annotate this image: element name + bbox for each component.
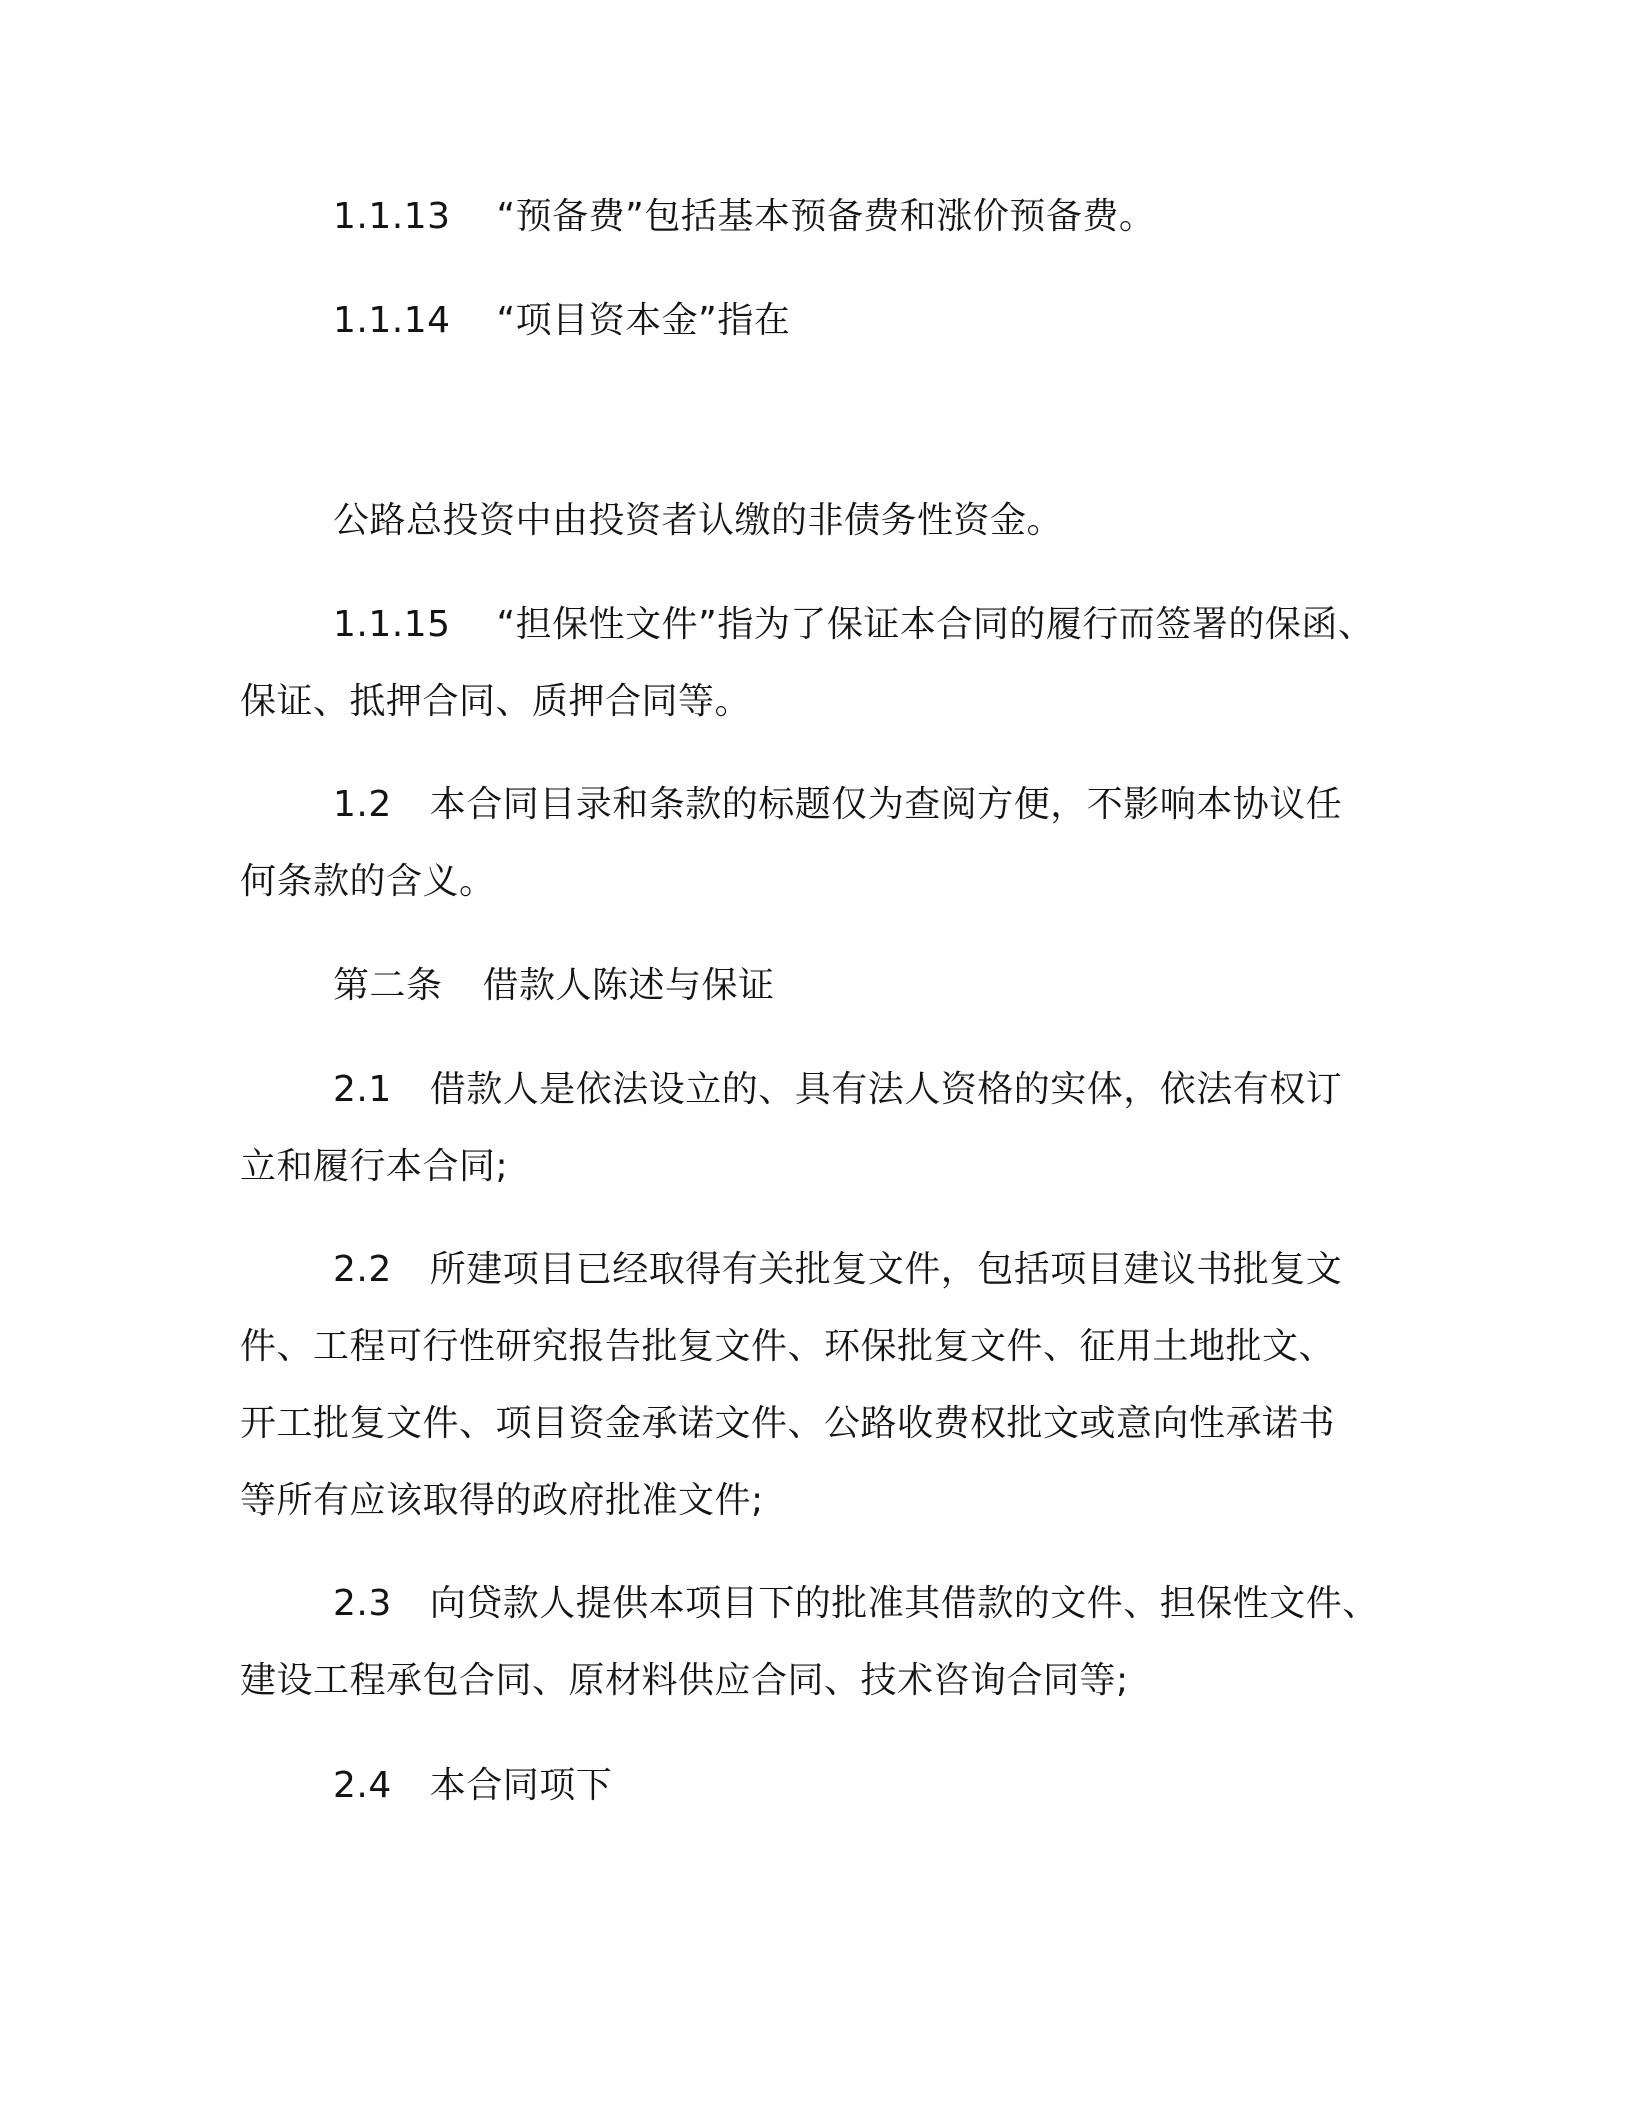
paragraph-1-1-15-line-2 xyxy=(240,678,751,726)
clause-text: “项目资本金”指在 xyxy=(496,300,791,341)
article-2-heading xyxy=(333,962,775,1010)
clause-number: 2.3 xyxy=(333,1583,392,1624)
clause-text: 等所有应该取得的政府批准文件; xyxy=(240,1480,764,1521)
paragraph-2-1 xyxy=(333,1066,1342,1114)
clause-text: 向贷款人提供本项目下的批准其借款的文件、担保性文件、 xyxy=(429,1583,1379,1624)
paragraph-2-3 xyxy=(333,1580,1379,1628)
clause-text: 本合同目录和条款的标题仅为查阅方便，不影响本协议任 xyxy=(429,784,1343,825)
clause-number: 1.1.13 xyxy=(333,196,451,237)
clause-text: “预备费”包括基本预备费和涨价预备费。 xyxy=(496,196,1156,237)
paragraph-2-2-line-4 xyxy=(240,1477,764,1525)
clause-number: 2.4 xyxy=(333,1765,392,1806)
paragraph-2-2-line-2 xyxy=(240,1323,1335,1371)
clause-text: 所建项目已经取得有关批复文件，包括项目建议书批复文 xyxy=(429,1249,1343,1290)
article-number: 第二条 xyxy=(333,965,443,1006)
article-title: 借款人陈述与保证 xyxy=(482,965,775,1006)
clause-text: 公路总投资中由投资者认缴的非债务性资金。 xyxy=(333,500,1064,541)
paragraph-2-2-line-3 xyxy=(240,1400,1335,1448)
paragraph-2-3-line-2 xyxy=(240,1657,1129,1705)
clause-text: 借款人是依法设立的、具有法人资格的实体，依法有权订 xyxy=(429,1069,1343,1110)
paragraph-1-1-14-continuation xyxy=(333,497,1063,545)
clause-text: 本合同项下 xyxy=(429,1765,613,1806)
clause-number: 1.2 xyxy=(333,784,392,825)
paragraph-1-1-13 xyxy=(333,193,1155,241)
clause-text: 立和履行本合同; xyxy=(240,1146,509,1187)
paragraph-1-2-line-2 xyxy=(240,858,496,906)
clause-number: 1.1.14 xyxy=(333,300,451,341)
clause-text: 保证、抵押合同、质押合同等。 xyxy=(240,681,752,722)
paragraph-2-4 xyxy=(333,1762,612,1810)
clause-number: 2.1 xyxy=(333,1069,392,1110)
clause-number: 1.1.15 xyxy=(333,604,451,645)
paragraph-2-1-line-2 xyxy=(240,1143,508,1191)
paragraph-2-2 xyxy=(333,1246,1342,1294)
paragraph-1-1-14 xyxy=(333,297,790,345)
clause-text: 件、工程可行性研究报告批复文件、环保批复文件、征用土地批文、 xyxy=(240,1326,1336,1367)
clause-text: 开工批复文件、项目资金承诺文件、公路收费权批文或意向性承诺书 xyxy=(240,1403,1336,1444)
paragraph-1-1-15 xyxy=(333,601,1374,649)
clause-text: 建设工程承包合同、原材料供应合同、技术咨询合同等; xyxy=(240,1660,1129,1701)
paragraph-1-2 xyxy=(333,781,1342,829)
clause-number: 2.2 xyxy=(333,1249,392,1290)
clause-text: 何条款的含义。 xyxy=(240,861,496,902)
clause-text: “担保性文件”指为了保证本合同的履行而签署的保函、 xyxy=(496,604,1375,645)
